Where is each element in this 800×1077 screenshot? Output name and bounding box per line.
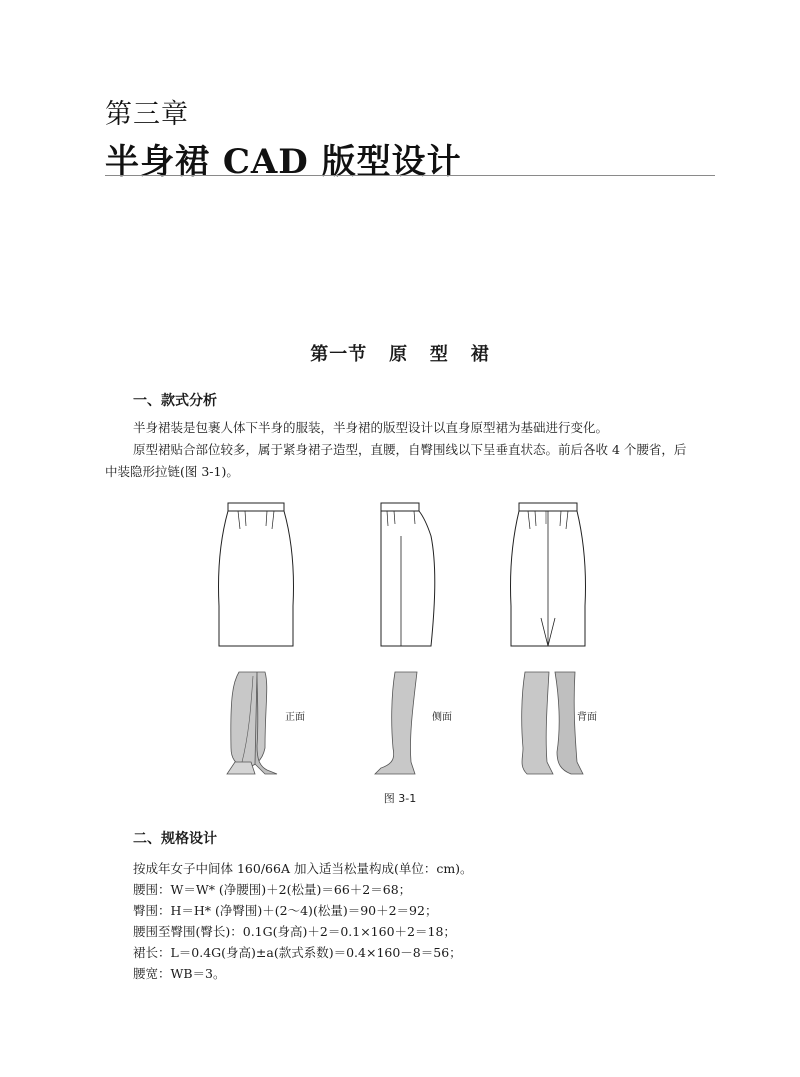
figure-caption: 图 3-1	[383, 792, 417, 805]
spec-line-6: 腰宽：WB＝3。	[133, 966, 226, 981]
spec-line-5: 裙长：L＝0.4G(身高)±a(款式系数)＝0.4×160－8＝56；	[133, 945, 462, 960]
spec-line-2: 腰围：W＝W* (净腰围)＋2(松量)＝66＋2＝68；	[133, 882, 412, 897]
view-label-front: 正面	[285, 712, 305, 723]
title-divider	[105, 175, 715, 176]
spec-line-3: 臀围：H＝H* (净臀围)＋(2～4)(松量)＝90＋2＝92；	[133, 903, 438, 918]
skirt-figure	[205, 496, 615, 776]
chapter-label: 第三章	[105, 99, 189, 130]
skirt-front-view	[218, 503, 293, 774]
style-analysis-heading: 一、款式分析	[133, 393, 217, 409]
spec-line-4: 腰围至臀围(臀长)：0.1G(身高)＋2＝0.1×160＋2＝18；	[133, 924, 456, 939]
view-label-side: 侧面	[432, 712, 452, 723]
style-paragraph-3: 中装隐形拉链(图 3-1)。	[105, 464, 239, 479]
section-title: 第一节 原 型 裙	[310, 344, 490, 365]
view-label-back: 背面	[577, 712, 597, 723]
style-paragraph-2: 原型裙贴合部位较多，属于紧身裙子造型，直腰，自臀围线以下呈垂直状态。前后各收 4 个腰省，后	[133, 442, 687, 457]
style-paragraph-1: 半身裙装是包裹人体下半身的服装，半身裙的版型设计以直身原型裙为基础进行变化。	[133, 420, 609, 435]
spec-line-1: 按成年女子中间体 160/66A 加入适当松量构成(单位：cm)。	[133, 861, 473, 876]
chapter-title: 半身裙 CAD 版型设计	[105, 142, 462, 182]
skirt-side-view	[375, 503, 435, 774]
skirt-back-view	[510, 503, 585, 774]
spec-design-heading: 二、规格设计	[133, 831, 217, 847]
